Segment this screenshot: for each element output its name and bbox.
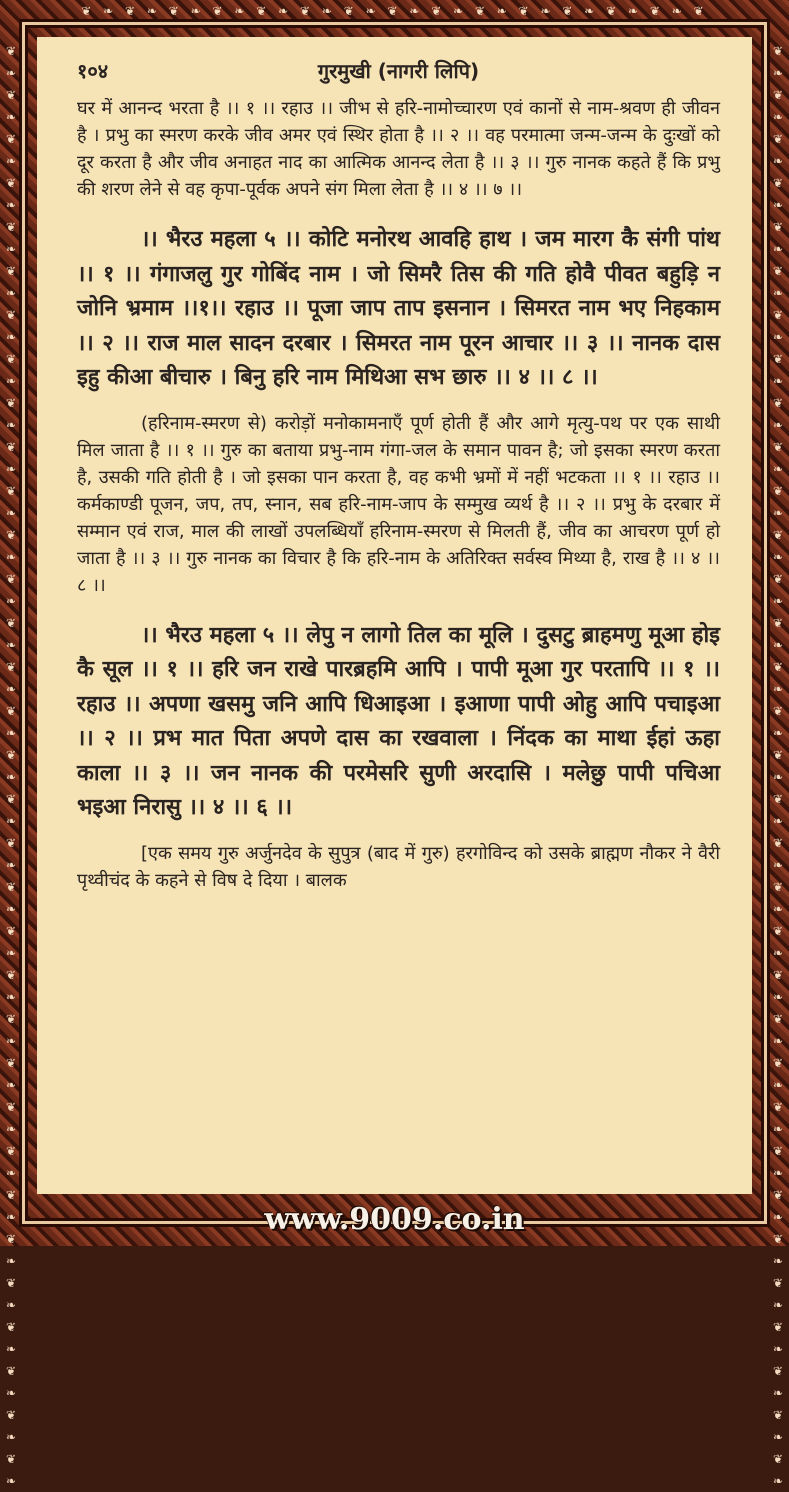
footer-url[interactable]: www.9009.co.in [264, 1202, 525, 1237]
right-ornament: ❦❧❦❧❦❧❦❧❦❧❦❧❦❧❦❧❦❧❦❧❦❧❦❧❦❧❦❧❦❧❦❧❦❧❦❧❦❧❦❧❦❧❦❧❦❧❦❧❦❧❦❧❦❧❦❧❦❧❦❧❦❧❦❧❦❧ [772, 44, 784, 1488]
top-ornament: ❦ ❧ ❦ ❧ ❦ ❧ ❦ ❧ ❦ ❧ ❦ ❧ ❦ ❧ ❦ ❧ ❦ ❧ ❦ ❧ ❦ ❧ ❦ ❧ ❦ ❧ ❦ ❧ ❦ [81, 4, 708, 18]
page-number: १०४ [77, 59, 109, 83]
left-ornament: ❦❧❦❧❦❧❦❧❦❧❦❧❦❧❦❧❦❧❦❧❦❧❦❧❦❧❦❧❦❧❦❧❦❧❦❧❦❧❦❧❦❧❦❧❦❧❦❧❦❧❦❧❦❧❦❧❦❧❦❧❦❧❦❧❦❧ [5, 44, 17, 1488]
commentary-paragraph-2: (हरिनाम-स्मरण से) करोड़ों मनोकामनाएँ पूर्ण होती हैं और आगे मृत्यु-पथ पर एक साथी मिल जाता है ।। १ ।। गुरु का बताया प्रभु-नाम गंगा-जल के समान पावन है; जो इसका स्मरण करता है, उसकी गति होती है । जो इसका पान करता है, वह कभी भ्रमों में नहीं भटकता ।। १ ।। रहाउ ।। कर्मकाण्डी पूजन, जप, तप, स्नान, सब हरि-नाम-जाप के सम्मुख व्यर्थ है ।। २ ।। प्रभु के दरबार में सम्मान एवं राज, माल की लाखों उपलब्धियाँ हरिनाम-स्मरण से मिलती हैं, जीव का आचरण पूर्ण हो जाता है ।। ३ ।। गुरु नानक का विचार है कि हरि-नाम के अतिरिक्त सर्वस्व मिथ्या है, राख है ।। ४ ।। ८ ।। [77, 412, 720, 596]
page-header [77, 55, 720, 95]
commentary-paragraph-3: [एक समय गुरु अर्जुनदेव के सुपुत्र (बाद में गुरु) हरगोविन्द को उसके ब्राह्मण नौकर ने वैरी पृथ्वीचंद के कहने से विष दे दिया । बालक [77, 842, 720, 891]
book-page [37, 37, 752, 1194]
verse-paragraph-2: ।। भैरउ महला ५ ।। लेपु न लागो तिल का मूलि । दुसटु ब्राहमणु मूआ होइ कै सूल ।। १ ।। हरि जन राखे पारब्रहमि आपि । पापी मूआ गुर परतापि ।। १ ।। रहाउ ।। अपणा खसमु जनि आपि धिआइआ । इआणा पापी ओहु आपि पचाइआ ।। २ ।। प्रभ मात पिता अपणे दास का रखवाला । निंदक का माथा ईहां ऊहा काला ।। ३ ।। जन नानक की परमेसरि सुणी अरदासि । मलेछु पापी पचिआ भइआ निरासु ।। ४ ।। ६ ।। [77, 622, 720, 820]
commentary-paragraph-1: घर में आनन्द भरता है ।। १ ।। रहाउ ।। जीभ से हरि-नामोच्चारण एवं कानों से नाम-श्रवण ही जीवन है । प्रभु का स्मरण करके जीव अमर एवं स्थिर होता है ।। २ ।। वह परमात्मा जन्म-जन्म के दुःखों को दूर करता है और जीव अनाहत नाद का आत्मिक आनन्द लेता है ।। ३ ।। गुरु नानक कहते हैं कि प्रभु की शरण लेने से वह कृपा-पूर्वक अपने संग मिला लेता है ।। ४ ।। ७ ।। [77, 98, 720, 200]
verse-paragraph-1: ।। भैरउ महला ५ ।। कोटि मनोरथ आवहि हाथ । जम मारग कै संगी पांथ ।। १ ।। गंगाजलु गुर गोबिंद नाम । जो सिमरै तिस की गति होवै पीवत बहुड़ि न जोनि भ्रमाम ।।१।। रहाउ ।। पूजा जाप ताप इसनान । सिमरत नाम भए निहकाम ।। २ ।। राज माल सादन दरबार । सिमरत नाम पूरन आचार ।। ३ ।। नानक दास इहु कीआ बीचारु । बिनु हरि नाम मिथिआ सभ छारु ।। ४ ।। ८ ।। [77, 227, 720, 390]
page-title: गुरमुखी (नागरी लिपि) [317, 59, 480, 83]
